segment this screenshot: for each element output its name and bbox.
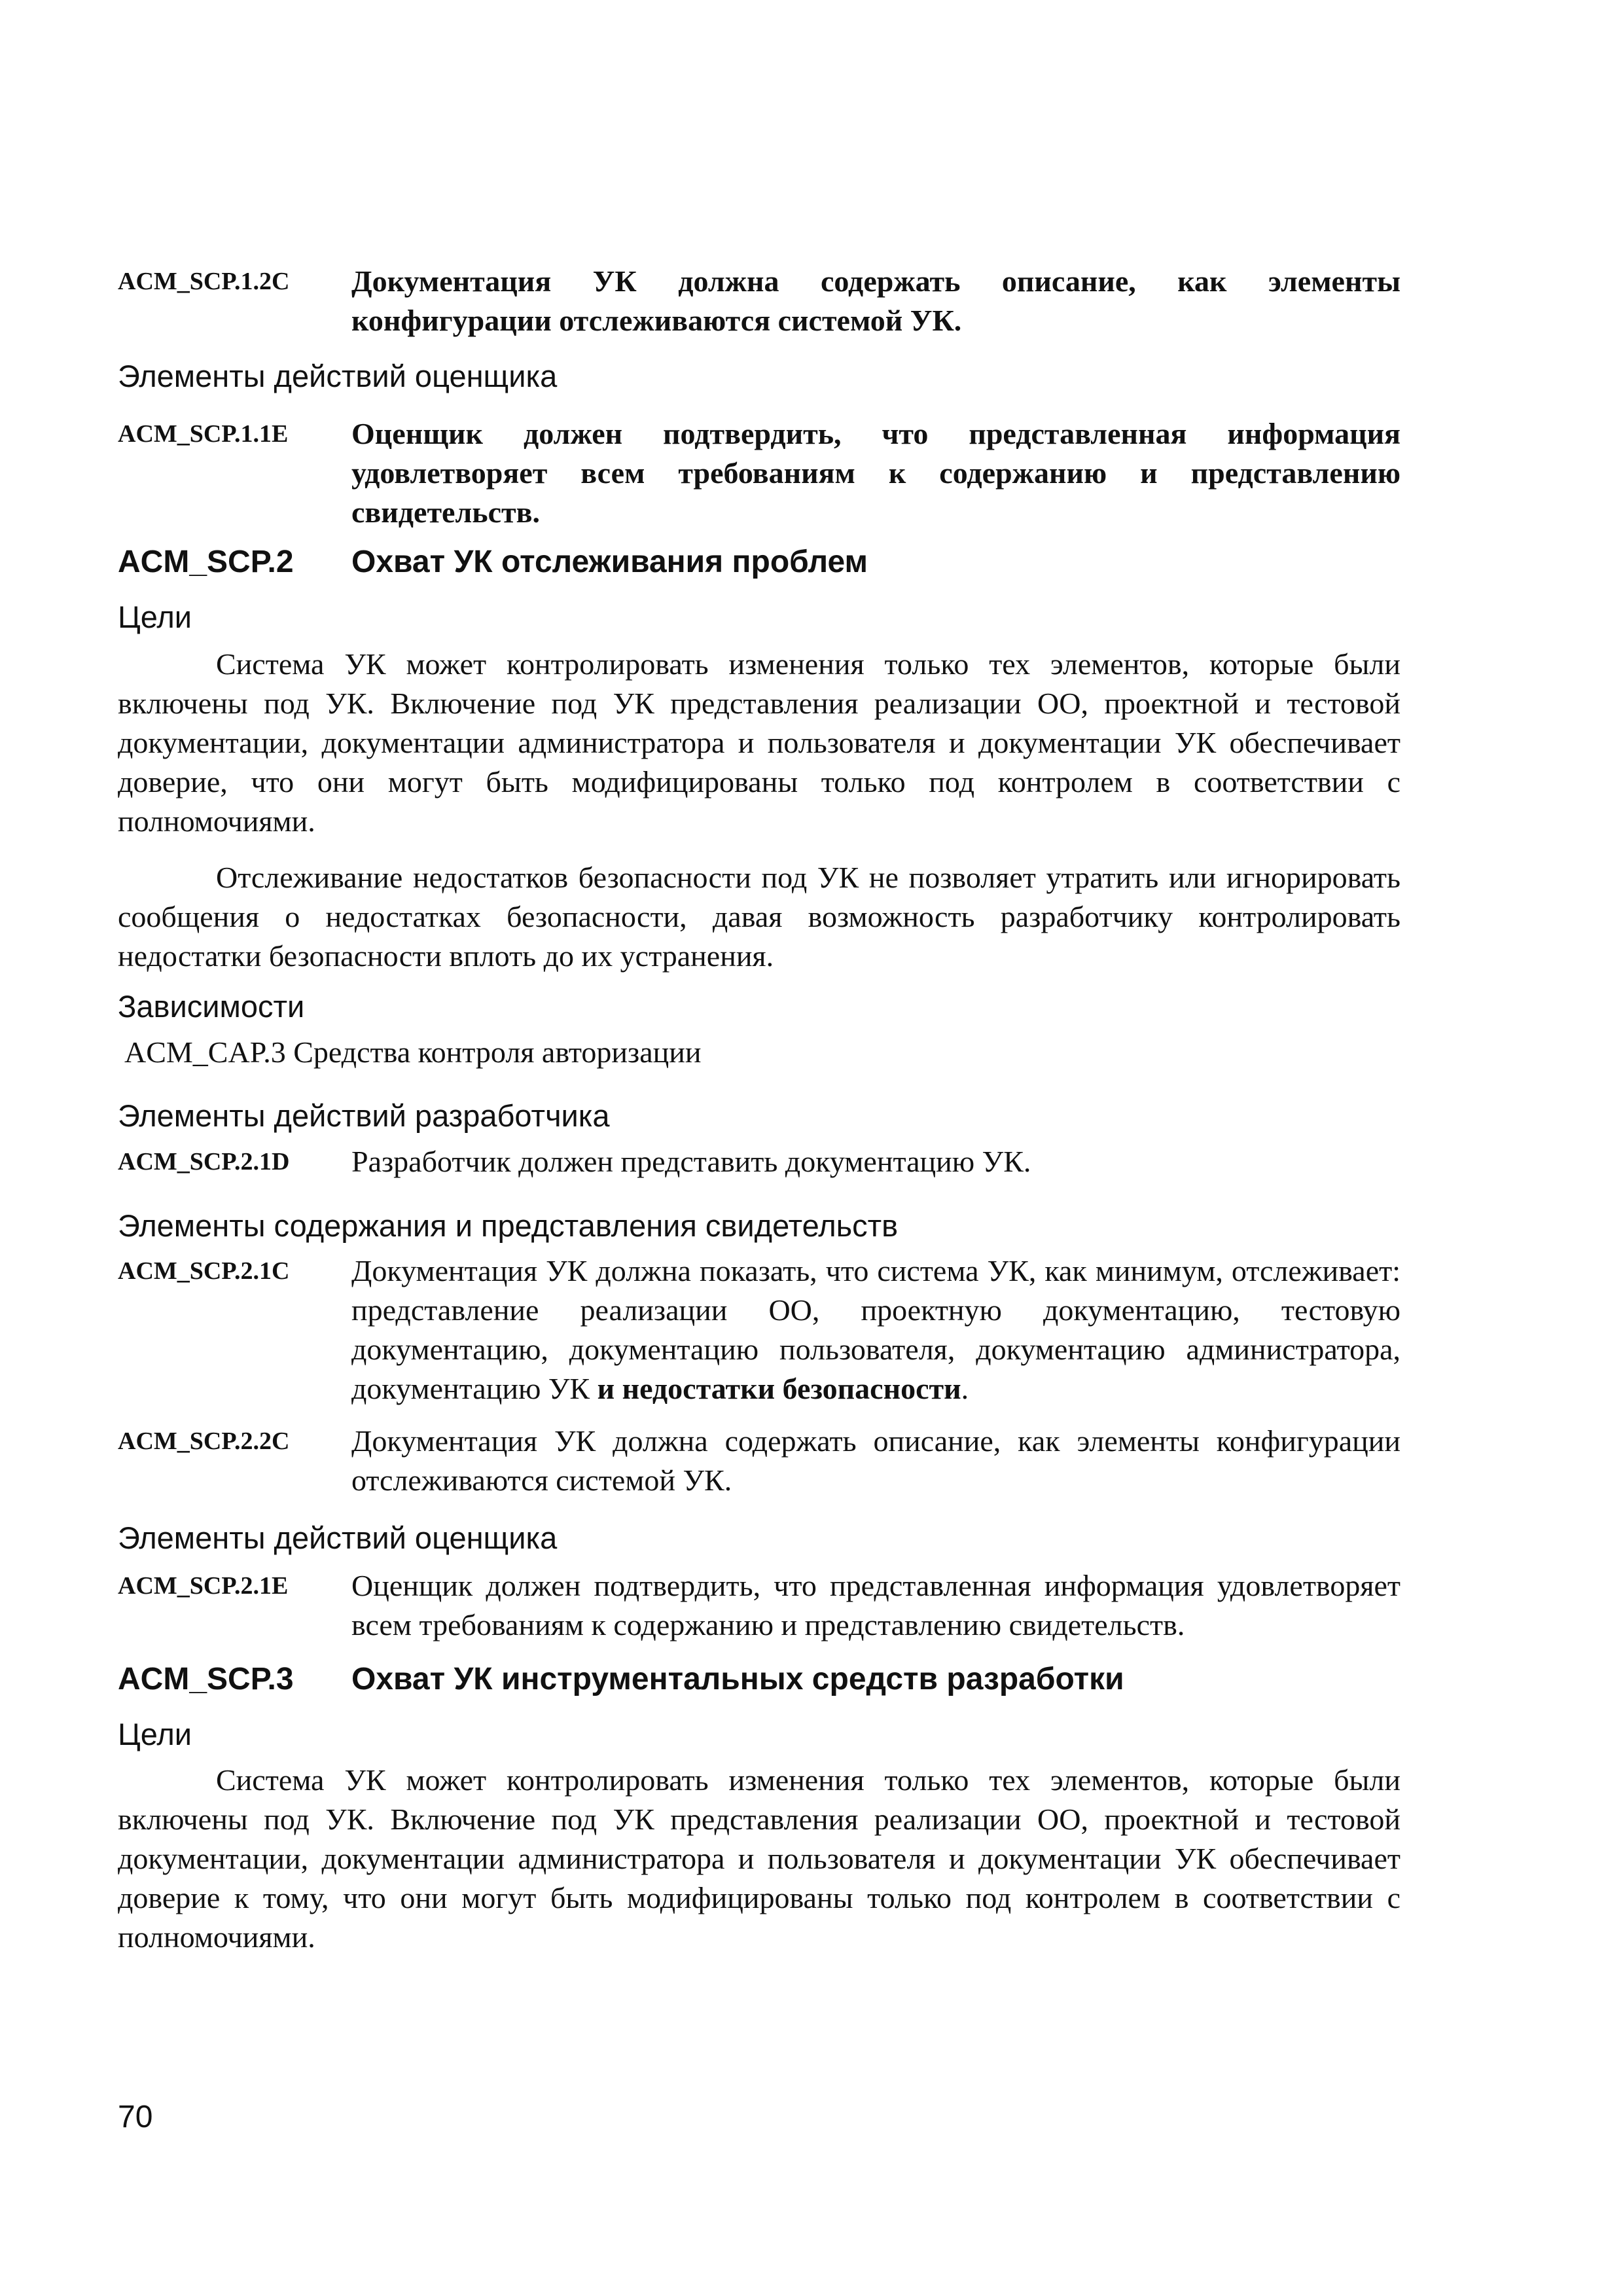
- objectives-paragraph-2: Отслеживание недостатков безопасности под УК не позволяет утратить или игнорировать сообщения о недостатках безопасности, давая возможность разработчику контролировать недостатки безопасности вплоть до их устранения.: [118, 861, 1400, 973]
- content-elements-heading: Элементы содержания и представления свидетельств: [118, 1208, 899, 1243]
- page-number: 70: [118, 2100, 153, 2134]
- dependency-item: ACM_CAP.3 Средства контроля авторизации: [124, 1035, 702, 1069]
- element-text: Документация УК должна содержать описание, как элементы конфигурации отслеживаются системой УК.: [351, 1424, 1400, 1497]
- objectives-text: [118, 645, 1400, 976]
- element-code: ACM_SCP.2.1C: [118, 1257, 290, 1285]
- element-code: ACM_SCP.2.1E: [118, 1572, 289, 1600]
- family-title: Охват УК отслеживания проблем: [351, 545, 868, 579]
- element-code: ACM_SCP.1.1E: [118, 420, 289, 448]
- element-scp-2-1c: [118, 1251, 1400, 1408]
- element-scp-1-1e: [118, 414, 1400, 532]
- element-text-bold: и недостатки безопасности: [590, 1372, 961, 1405]
- objectives-text: [118, 1761, 1400, 1957]
- element-scp-1-2c: [118, 262, 1400, 340]
- family-code: ACM_SCP.2: [118, 545, 294, 579]
- family-heading-scp-2: [118, 543, 868, 582]
- objectives-paragraph-1: Система УК может контролировать изменения только тех элементов, которые были включены под УК. Включение под УК представления реализации ОО, проектной и тестовой документации, документации администратора и пользователя и документации УК обеспечивает доверие, что они могут быть модифицированы только под контролем в соответствии с полномочиями.: [118, 647, 1400, 838]
- element-text-regular: Документация УК должна показать, что система УК, как минимум, отслеживает: представление реализации ОО, проектную документацию, тестовую документацию, документацию пользователя, документацию администратора, документацию УК: [351, 1254, 1400, 1405]
- element-code: ACM_SCP.2.1D: [118, 1148, 290, 1175]
- element-text: [351, 1251, 1400, 1408]
- element-code: ACM_SCP.2.2C: [118, 1427, 290, 1455]
- element-scp-2-1e: [118, 1566, 1400, 1645]
- objectives-heading: Цели: [118, 600, 192, 634]
- element-text-end: .: [961, 1372, 969, 1405]
- element-code: ACM_SCP.1.2C: [118, 268, 290, 295]
- evaluator-actions-heading: Элементы действий оценщика: [118, 1520, 558, 1555]
- family-heading-scp-3: [118, 1660, 1124, 1699]
- developer-actions-heading: Элементы действий разработчика: [118, 1098, 610, 1133]
- family-title: Охват УК инструментальных средств разработки: [351, 1662, 1124, 1696]
- element-text: Документация УК должна содержать описание, как элементы конфигурации отслеживаются системой УК.: [351, 264, 1400, 337]
- dependencies-heading: Зависимости: [118, 989, 305, 1024]
- evaluator-actions-heading: Элементы действий оценщика: [118, 359, 558, 393]
- objectives-heading: Цели: [118, 1717, 192, 1751]
- element-scp-2-2c: [118, 1422, 1400, 1500]
- element-text: Разработчик должен представить документацию УК.: [351, 1145, 1031, 1178]
- family-code: ACM_SCP.3: [118, 1662, 294, 1696]
- element-scp-2-1d: [118, 1142, 1400, 1181]
- element-text: Оценщик должен подтвердить, что представленная информация удовлетворяет всем требованиям к содержанию и представлению свидетельств.: [351, 1569, 1400, 1641]
- element-text: Оценщик должен подтвердить, что представленная информация удовлетворяет всем требованиям к содержанию и представлению свидетельств.: [351, 417, 1400, 529]
- objectives-paragraph-1: Система УК может контролировать изменения только тех элементов, которые были включены под УК. Включение под УК представления реализации ОО, проектной и тестовой документации, документации администратора и пользователя и документации УК обеспечивает доверие к тому, что они могут быть модифицированы только под контролем в соответствии с полномочиями.: [118, 1763, 1400, 1954]
